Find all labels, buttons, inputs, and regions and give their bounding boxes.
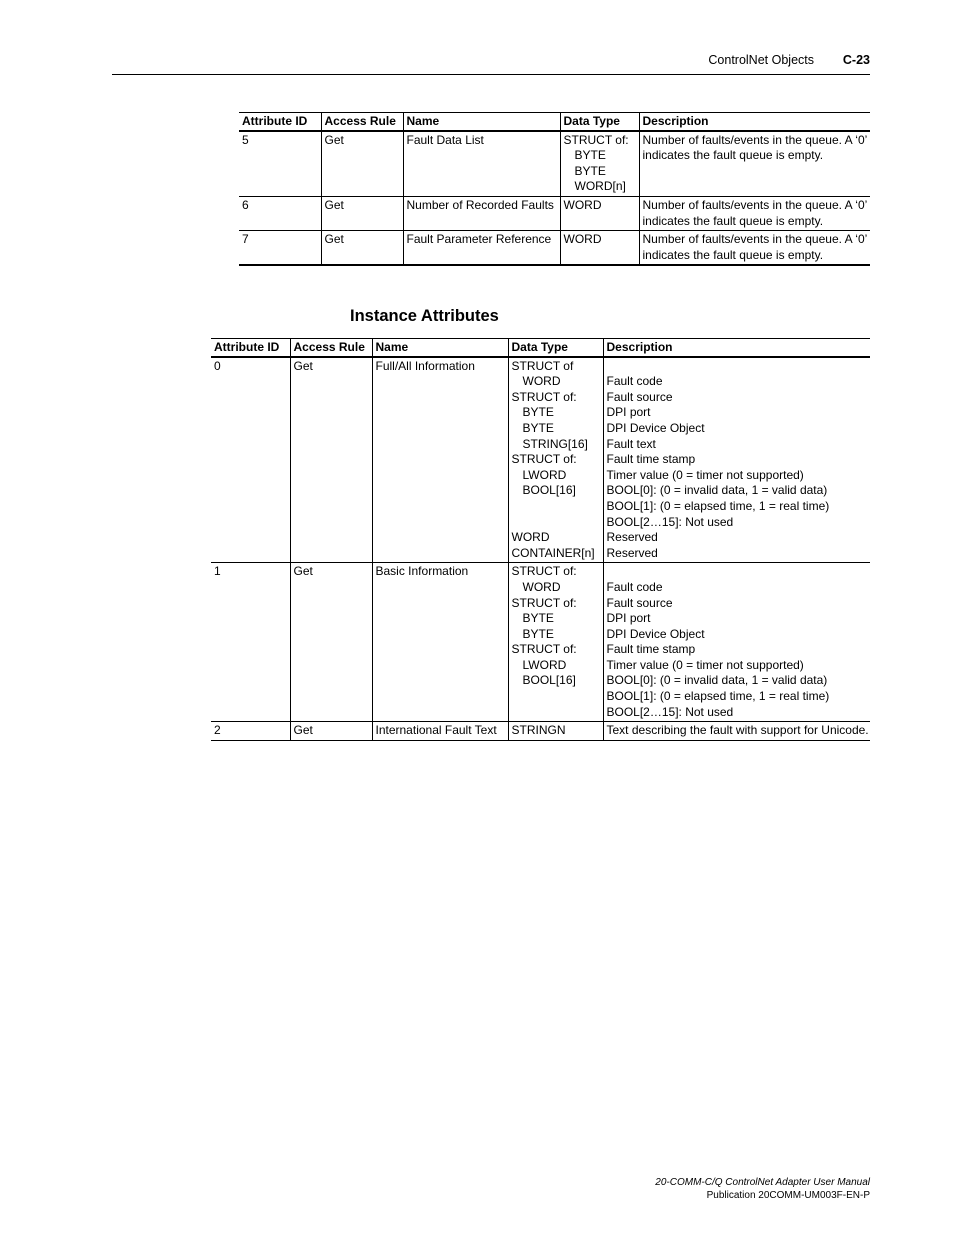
footer-manual-title: 20-COMM-C/Q ControlNet Adapter User Manual: [655, 1177, 870, 1188]
description-line: Number of faults/events in the queue. A ‘0’: [642, 232, 868, 247]
name-cell: Basic Information: [372, 563, 508, 722]
access-rule-cell: Get: [321, 196, 403, 230]
table-row: [211, 563, 870, 722]
access-rule-cell: Get: [321, 231, 403, 266]
description-line: [607, 564, 868, 580]
column-header: Data Type: [508, 339, 603, 357]
data-type-line: [512, 374, 600, 390]
data-type-line: [512, 499, 600, 515]
data-type-line: [512, 658, 600, 674]
description-line: indicates the fault queue is empty.: [642, 213, 824, 228]
description-line: Timer value (0 = timer not supported): [606, 657, 804, 672]
table-header-row: [211, 339, 870, 357]
attribute-id-cell: 6: [242, 197, 249, 212]
description-line: Fault time stamp: [606, 642, 696, 657]
data-type-line: [512, 611, 600, 627]
access-rule-cell: Get: [290, 563, 372, 722]
data-type-text: BYTE: [522, 420, 554, 435]
attribute-id-cell: 5: [242, 132, 249, 147]
data-type-line: [512, 530, 600, 546]
data-type-line: [564, 164, 636, 180]
data-type-text: BOOL[16]: [522, 673, 576, 688]
data-type-text: LWORD: [522, 657, 567, 672]
access-rule-cell: Get: [290, 722, 372, 741]
description-line: Reserved: [606, 545, 658, 560]
data-type-text: STRINGN: [511, 723, 566, 738]
table-row: [211, 722, 870, 741]
data-type-text: STRUCT of:: [511, 452, 577, 467]
table-row: [239, 131, 870, 197]
data-type-line: [512, 452, 600, 468]
attribute-id-cell: 1: [214, 564, 221, 579]
description-line: DPI port: [606, 405, 651, 420]
table-header-row: [239, 113, 870, 131]
data-type-line: [512, 627, 600, 643]
name-cell: Fault Parameter Reference: [403, 231, 560, 266]
attribute-id-cell: 2: [214, 723, 221, 738]
data-type-line: [512, 437, 600, 453]
description-line: [607, 359, 868, 375]
description-line: BOOL[1]: (0 = elapsed time, 1 = real time): [606, 689, 830, 704]
data-type-text: WORD: [522, 579, 561, 594]
description-line: DPI port: [606, 611, 651, 626]
description-line: Fault source: [606, 595, 673, 610]
description-line: Timer value (0 = timer not supported): [606, 467, 804, 482]
column-header: Data Type: [560, 113, 639, 131]
data-type-line: [512, 723, 600, 739]
footer-publication: Publication 20COMM-UM003F-EN-P: [706, 1190, 870, 1201]
description-line: BOOL[0]: (0 = invalid data, 1 = valid data): [606, 673, 828, 688]
description-line: BOOL[1]: (0 = elapsed time, 1 = real time): [606, 498, 830, 513]
data-type-text: LWORD: [522, 467, 567, 482]
data-type-cell: [508, 357, 603, 563]
data-type-text: WORD: [563, 232, 602, 247]
data-type-line: [512, 421, 600, 437]
header-rule: [112, 74, 870, 75]
table-row: [239, 196, 870, 230]
description-line: Fault code: [606, 374, 663, 389]
column-header: Name: [403, 113, 560, 131]
data-type-line: [512, 580, 600, 596]
description-cell: [639, 196, 870, 230]
name-cell: Fault Data List: [403, 131, 560, 197]
name-cell: Full/All Information: [372, 357, 508, 563]
data-type-text: STRUCT of:: [511, 389, 577, 404]
data-type-line: [564, 232, 636, 248]
access-rule-cell: Get: [321, 131, 403, 197]
data-type-line: [564, 133, 636, 149]
description-line: indicates the fault queue is empty.: [642, 148, 824, 163]
description-line: BOOL[2…15]: Not used: [606, 514, 734, 529]
name-cell: Number of Recorded Faults: [403, 196, 560, 230]
column-header: Description: [639, 113, 870, 131]
description-cell: [603, 357, 870, 563]
data-type-text: WORD: [563, 197, 602, 212]
data-type-line: [512, 390, 600, 406]
description-cell: [639, 231, 870, 266]
data-type-line: [564, 179, 636, 195]
data-type-text: BOOL[16]: [522, 483, 576, 498]
column-header: Access Rule: [290, 339, 372, 357]
description-line: Fault time stamp: [606, 452, 696, 467]
data-type-text: BYTE: [574, 163, 606, 178]
data-type-text: CONTAINER[n]: [511, 545, 595, 560]
page-number: C-23: [842, 53, 870, 67]
column-header: Name: [372, 339, 508, 357]
data-type-cell: [560, 231, 639, 266]
description-line: DPI Device Object: [606, 626, 705, 641]
data-type-line: [512, 642, 600, 658]
description-line: Reserved: [606, 530, 658, 545]
data-type-line: [512, 359, 600, 375]
name-cell: International Fault Text: [372, 722, 508, 741]
data-type-text: BYTE: [522, 611, 554, 626]
data-type-line: [512, 596, 600, 612]
column-header: Description: [603, 339, 870, 357]
description-line: Number of faults/events in the queue. A ‘0’: [642, 132, 868, 147]
data-type-text: WORD[n]: [574, 179, 626, 194]
description-cell: [603, 722, 870, 741]
column-header: Attribute ID: [214, 340, 280, 354]
description-line: BOOL[0]: (0 = invalid data, 1 = valid data): [606, 483, 828, 498]
data-type-line: [564, 198, 636, 214]
data-type-line: [512, 515, 600, 531]
data-type-cell: [508, 722, 603, 741]
description-line: Text describing the fault with support for Unicode.: [606, 723, 869, 738]
data-type-line: [564, 148, 636, 164]
instance-attributes-table: [211, 338, 870, 741]
class-attributes-table: [239, 112, 870, 266]
column-header: Access Rule: [321, 113, 403, 131]
data-type-text: WORD: [511, 530, 550, 545]
table-row: [211, 357, 870, 563]
data-type-text: STRUCT of: [511, 358, 574, 373]
section-heading: Instance Attributes: [350, 307, 499, 325]
description-cell: [603, 563, 870, 722]
table-row: [239, 231, 870, 266]
description-cell: [639, 131, 870, 197]
description-line: Fault code: [606, 579, 663, 594]
data-type-text: BYTE: [522, 405, 554, 420]
data-type-line: [512, 673, 600, 689]
attribute-id-cell: 7: [242, 232, 249, 247]
data-type-text: STRUCT of:: [511, 564, 577, 579]
description-line: Fault source: [606, 389, 673, 404]
data-type-line: [512, 405, 600, 421]
data-type-text: BYTE: [522, 626, 554, 641]
data-type-cell: [560, 196, 639, 230]
attribute-id-cell: 0: [214, 358, 221, 373]
data-type-text: STRUCT of:: [511, 642, 577, 657]
description-line: Number of faults/events in the queue. A ‘0’: [642, 197, 868, 212]
data-type-text: STRUCT of:: [511, 595, 577, 610]
data-type-text: STRUCT of:: [563, 132, 629, 147]
running-header-section: ControlNet Objects: [708, 53, 814, 67]
column-header: Attribute ID: [242, 114, 308, 128]
description-line: BOOL[2…15]: Not used: [606, 704, 734, 719]
data-type-text: STRING[16]: [522, 436, 588, 451]
data-type-cell: [560, 131, 639, 197]
description-line: Fault text: [606, 436, 656, 451]
access-rule-cell: Get: [290, 357, 372, 563]
data-type-line: [512, 546, 600, 562]
description-line: DPI Device Object: [606, 420, 705, 435]
data-type-cell: [508, 563, 603, 722]
description-line: indicates the fault queue is empty.: [642, 247, 824, 262]
data-type-text: BYTE: [574, 148, 606, 163]
data-type-line: [512, 468, 600, 484]
data-type-text: WORD: [522, 374, 561, 389]
data-type-line: [512, 564, 600, 580]
data-type-line: [512, 483, 600, 499]
